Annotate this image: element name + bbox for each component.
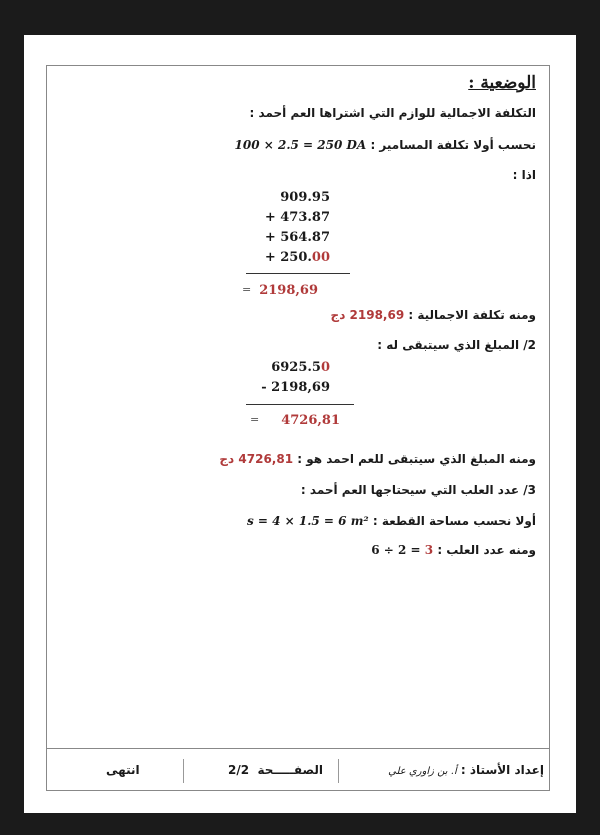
difference-line (246, 404, 354, 405)
footer-divider (183, 759, 184, 783)
remaining-amount-line: ومنه المبلغ الذي سيتبقى للعم احمد هو : 4726,81 دج (219, 452, 536, 466)
question-3: 3/ عدد العلب التي سيحتاجها العم أحمد : (300, 483, 536, 497)
end-label: انتهى (106, 763, 140, 777)
page-footer (46, 748, 550, 791)
then-label: اذا : (512, 168, 536, 182)
minuend: 6925.50 (271, 360, 330, 375)
difference-result: 4726,81 (281, 413, 340, 428)
nails-cost-line: نحسب أولا تكلفة المسامير : 100 × 2.5 = 250 DA (234, 138, 536, 152)
page-border (46, 65, 550, 791)
subtrahend: - 2198,69 (261, 380, 330, 395)
addend-4: + 250.00 (264, 250, 330, 265)
footer-divider (338, 759, 339, 783)
section-title: الوضعية : (468, 73, 536, 93)
addend-1: 909.95 (280, 190, 330, 205)
sum-line (246, 273, 350, 274)
equals-sign: = (250, 413, 260, 426)
page-number: الصفـــــحة 2/2 (228, 763, 323, 777)
total-cost-line: ومنه تكلفة الاجمالية : 2198,69 دج (330, 308, 536, 322)
area-line: أولا نحسب مساحة القطعة : s = 4 × 1.5 = 6 m² (246, 514, 536, 528)
boxes-count-line: ومنه عدد العلب : 6 ÷ 2 = 3 (371, 543, 536, 557)
addend-2: + 473.87 (264, 210, 330, 225)
sum-result: 2198,69 (259, 283, 318, 298)
equals-sign: = (242, 283, 252, 296)
question-2: 2/ المبلغ الذي سيتبقى له : (377, 338, 536, 352)
author: إعداد الأستاذ : أ. بن زاوري علي (388, 763, 544, 777)
addend-3: + 564.87 (264, 230, 330, 245)
intro-text: التكلفة الاجمالية للوازم التي اشتراها العم أحمد : (249, 106, 536, 120)
